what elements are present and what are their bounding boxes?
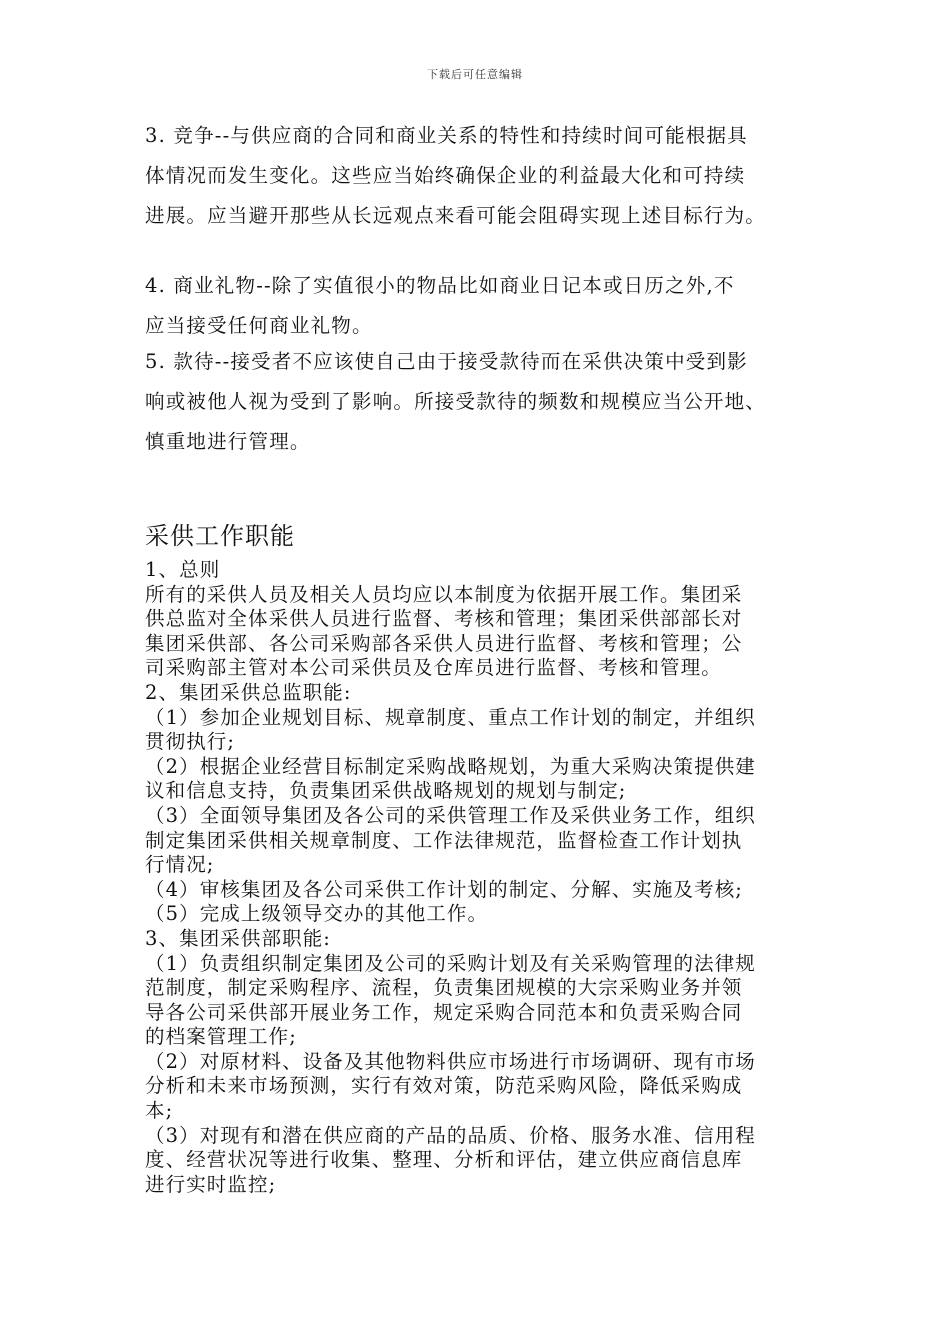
section-title: 采供工作职能 [145,522,295,550]
body-line: 议和信息支持，负责集团采供战略规划的规划与制定; [145,779,627,803]
body-line: （5）完成上级领导交办的其他工作。 [145,902,489,926]
body-line: 1、总则 [145,558,221,581]
body-line: （3）全面领导集团及各公司的采供管理工作及采供业务工作，组织 [145,803,756,827]
body-line: （1）参加企业规划目标、规章制度、重点工作计划的制定，并组织 [145,705,756,729]
paragraph-business-gifts: 4. 商业礼物--除了实值很小的物品比如商业日记本或日历之外,不 应当接受任何商业礼物。 [145,274,735,337]
body-line: 贯彻执行; [145,730,236,754]
body-line: 供总监对全体采供人员进行监督、考核和管理；集团采供部部长对 [145,607,743,631]
body-line: （3）对现有和潜在供应商的产品的品质、价格、服务水准、信用程 [145,1123,756,1147]
body-line: 行情况; [145,853,215,877]
body-line: 度、经营状况等进行收集、整理、分析和评估，建立供应商信息库 [145,1148,743,1172]
paragraph-competition: 3. 竞争--与供应商的合同和商业关系的特性和持续时间可能根据具 体情况而发生变化。这些应当始终确保企业的利益最大化和可持续 进展。应当避开那些从长远观点来看可能会阻碍实现上述目标行为。 [145,124,767,227]
body-line: 的档案管理工作; [145,1025,297,1049]
body-line: 分析和未来市场预测，实行有效对策，防范采购风险，降低采购成 [145,1074,743,1098]
paragraph-hospitality: 5. 款待--接受者不应该使自己由于接受款待而在采供决策中受到影 响或被他人视为受到了影响。所接受款待的频数和规模应当公开地、 慎重地进行管理。 [145,350,767,453]
body-line: 2、集团采供总监职能: [145,680,352,704]
body-line: （2）根据企业经营目标制定采购战略规划，为重大采购决策提供建 [145,754,756,778]
body-line: （2）对原材料、设备及其他物料供应市场进行市场调研、现有市场 [145,1049,756,1073]
page-header: 下载后可任意编辑 [427,68,523,81]
body-line: 所有的采供人员及相关人员均应以本制度为依据开展工作。集团采 [145,582,743,606]
section-body [145,558,815,1197]
body-line: 范制度，制定采购程序、流程，负责集团规模的大宗采购业务并领 [145,976,743,1000]
body-line: 制定集团采供相关规章制度、工作法律规范，监督检查工作计划执 [145,828,743,852]
body-line: 集团采供部、各公司采购部各采供人员进行监督、考核和管理；公 [145,631,743,655]
body-line: 3、集团采供部职能: [145,926,331,950]
body-line: 本; [145,1099,174,1123]
body-line: 司采购部主管对本公司采供员及仓库员进行监督、考核和管理。 [145,656,722,680]
body-line: 导各公司采供部开展业务工作，规定采购合同范本和负责采购合同 [145,1000,743,1024]
body-line: （1）负责组织制定集团及公司的采购计划及有关采购管理的法律规 [145,951,756,975]
body-line: （4）审核集团及各公司采供工作计划的制定、分解、实施及考核; [145,877,743,901]
body-line: 进行实时监控; [145,1172,277,1196]
